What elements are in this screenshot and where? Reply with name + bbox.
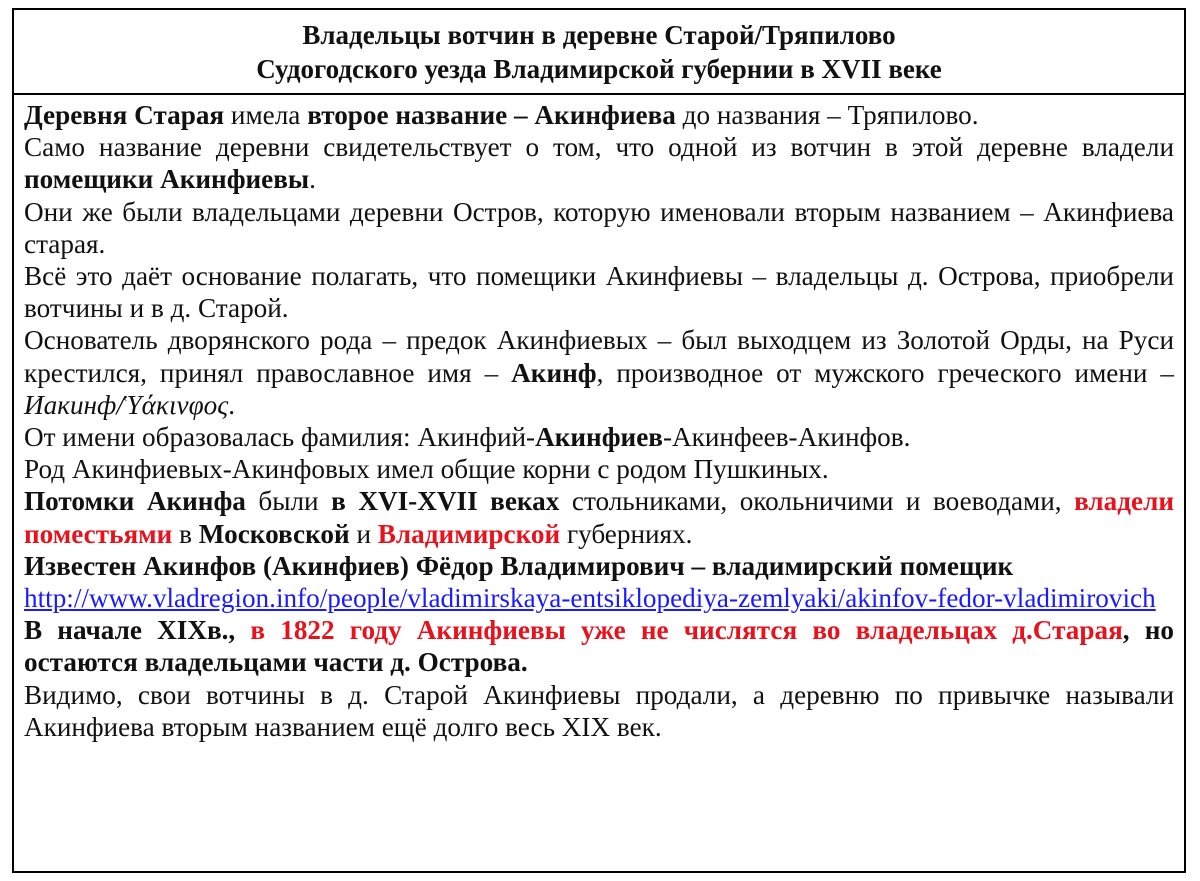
surname-akinfiev: Акинфиев: [535, 422, 663, 453]
text-run: , но остаются владельцами части д. Острова.: [24, 615, 1174, 678]
source-link[interactable]: http://www.vladregion.info/people/vladimirskaya-entsiklopediya-zemlyaki/akinfov-fedor-vladimirovich: [24, 583, 1156, 614]
title-line-1: Владельцы вотчин в деревне Старой/Тряпилово: [302, 20, 896, 50]
text-run: и: [349, 518, 378, 549]
paragraph-xix-century: [24, 614, 1174, 678]
text-run: имела: [224, 100, 308, 130]
paragraph-village-name: [24, 99, 1174, 131]
estates-label: владели поместьями: [24, 486, 1175, 549]
title-line-2: Судогодского уезда Владимирской губернии в XVII веке: [256, 54, 942, 84]
title-cell: [14, 10, 1184, 95]
text-run: до названия – Тряпилово.: [675, 100, 979, 130]
year-1822-note: в 1822 году Акинфиевы уже не числятся во владельцах д.Старая: [250, 615, 1123, 646]
descendants-label: Потомки Акинфа: [24, 486, 246, 517]
paragraph-pushkin: Род Акинфиевых-Акинфовых имел общие корни с родом Пушкиных.: [24, 454, 829, 485]
second-name: второе название – Акинфиева: [307, 100, 676, 130]
paragraph-name-meaning: [24, 131, 1174, 195]
greek-name: Иакинф/Ὑάκινφος: [24, 389, 229, 420]
paragraph-link: [24, 582, 1174, 614]
text-run: были: [245, 486, 332, 517]
text-run: В начале XIXв.,: [24, 615, 251, 646]
akinf-name: Акинф: [511, 357, 597, 388]
text-run: губерниях.: [560, 518, 693, 549]
text-run: От имени образовалась фамилия: Акинфий-: [24, 422, 536, 453]
body-cell: [14, 95, 1184, 743]
text-run: Основатель дворянского рода – предок Акинфиевых – был выходцем из Золотой Орды, на Руси крестился, принял православное имя –: [24, 325, 1174, 388]
centuries-label: в XVI-XVII веках: [331, 486, 560, 517]
text-run: .: [228, 389, 236, 420]
text-run: Само название деревни свидетельствует о том, что одной из вотчин в этой деревне владели: [24, 132, 1174, 163]
moscow-province: Московской: [198, 518, 350, 549]
paragraph-founder: [24, 324, 1174, 421]
text-run: в: [172, 518, 199, 549]
text-run: .: [309, 164, 316, 195]
village-name: Деревня Старая: [24, 100, 225, 130]
paragraph-fedor: Известен Акинфов (Акинфиев) Фёдор Владимирович – владимирский помещик: [24, 550, 1014, 581]
text-run: -Акинфеев-Акинфов.: [662, 422, 911, 453]
text-run: стольниками, окольничими и воеводами,: [559, 486, 1075, 517]
vladimir-province: Владимирской: [377, 518, 561, 549]
paragraph-conclusion: Видимо, свои вотчины в д. Старой Акинфиевы продали, а деревню по привычке называли Акинфиева вторым названием ещё долго весь XIX век.: [24, 679, 1174, 742]
paragraph-descendants: [24, 485, 1174, 549]
paragraph-ostrov: Они же были владельцами деревни Остров, которую именовали вторым названием – Акинфиева старая.: [24, 196, 1174, 259]
landowners-name: помещики Акинфиевы: [24, 164, 310, 195]
text-run: , производное от мужского греческого имени –: [596, 357, 1174, 388]
paragraph-surname: [24, 421, 1174, 453]
document-table: [12, 8, 1186, 873]
paragraph-assumption: Всё это даёт основание полагать, что помещики Акинфиевы – владельцы д. Острова, приобрели вотчины и в д. Старой.: [24, 261, 1174, 324]
